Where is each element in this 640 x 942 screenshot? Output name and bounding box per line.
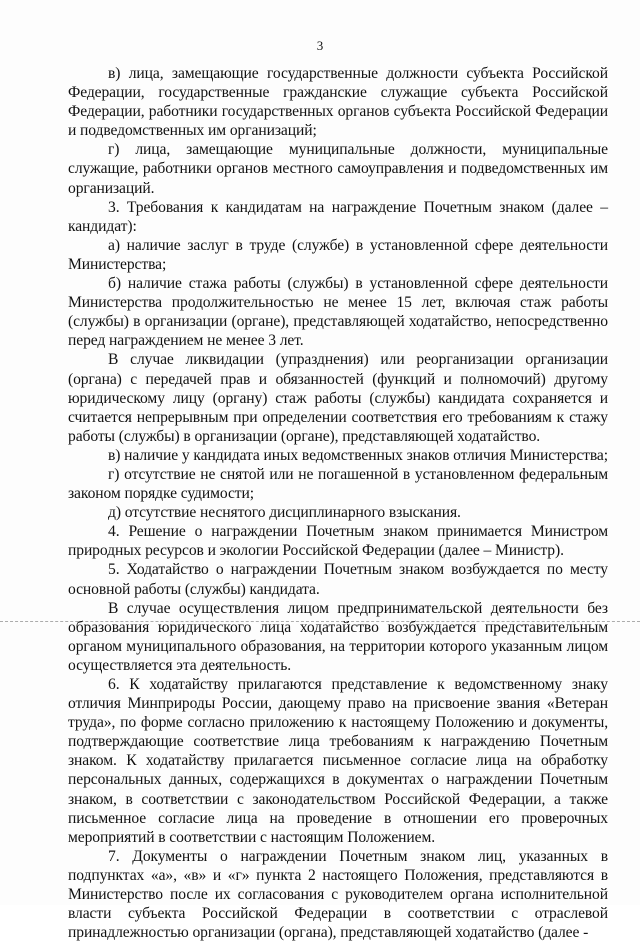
paragraph-liquidation-case: В случае ликвидации (упразднения) или реорганизации организации (органа) с передачей прав и обязанностей (функций и полномочий) другому юридическому лицу (органу) стаж работы (службы) кандидата сохраняется и считается непрерывным при определении соответствия его требованиям к стажу работы (службы) в организации (органе), представляющей ходатайство. bbox=[68, 351, 608, 445]
paragraph-item-3a: а) наличие заслуг в труде (службе) в установленной сфере деятельности Министерства; bbox=[68, 236, 608, 273]
paragraph-item-6: 6. К ходатайству прилагаются представление к ведомственному знаку отличия Минприроды России, дающему право на присвоение звания «Ветеран труда», по форме согласно приложению к настоящему Положению и документы, подтверждающие соответствие лица требованиям к награждению Почетным знаком. К ходатайству прилагается письменное согласие лица на обработку персональных данных, содержащихся в документах о награждении Почетным знаком, в соответствии с законодательством Российской Федерации, а также письменное согласие лица на проведение в отношении его проверочных мероприятий в соответствии с настоящим Положением. bbox=[68, 676, 608, 846]
paragraph-item-3g: г) отсутствие не снятой или не погашенной в установленном федеральным законом порядке судимости; bbox=[68, 465, 608, 503]
paragraph-subitem-v: в) лица, замещающие государственные должности субъекта Российской Федерации, государственные гражданские служащие субъекта Российской Федерации, работники государственных органов субъекта Российской Федерации и подведомственных им организаций; bbox=[68, 65, 608, 140]
paragraph-entrepreneur-case: В случае осуществления лицом предпринимательской деятельности без образования юридического лица ходатайство возбуждается представительным органом муниципального образования, на территории которого указанным лицом осуществляется эта деятельность. bbox=[68, 599, 608, 674]
paragraph-subitem-g: г) лица, замещающие муниципальные должности, муниципальные служащие, работники органов местного самоуправления и подведомственных им организаций. bbox=[68, 141, 608, 197]
paragraph-item-3: 3. Требования к кандидатам на награждение Почетным знаком (далее – кандидат): bbox=[68, 198, 608, 235]
paragraph-item-7: 7. Документы о награждении Почетным знаком лиц, указанных в подпунктах «а», «в» и «г» пункта 2 настоящего Положения, представляются в Министерство после их согласования с руководителем органа исполнительной власти субъекта Российской Федерации в соответствии с отраслевой принадлежностью организации (органа), представляющей ходатайство (далее - bbox=[68, 847, 608, 942]
paragraph-item-5: 5. Ходатайство о награждении Почетным знаком возбуждается по месту основной работы (службы) кандидата. bbox=[68, 561, 608, 598]
paragraph-item-3d: д) отсутствие неснятого дисциплинарного взыскания. bbox=[108, 504, 461, 522]
paragraph-item-3b: б) наличие стажа работы (службы) в установленной сфере деятельности Министерства продолжительностью не менее 15 лет, включая стаж работы (службы) в организации (органе), представляющей ходатайство, непосредственно перед награждением не менее 3 лет. bbox=[68, 275, 608, 350]
page-number: 3 bbox=[316, 38, 324, 53]
paragraph-item-4: 4. Решение о награждении Почетным знаком принимается Министром природных ресурсов и экологии Российской Федерации (далее – Министр). bbox=[68, 523, 608, 560]
paragraph-item-3v: в) наличие у кандидата иных ведомственных знаков отличия Министерства; bbox=[108, 446, 608, 464]
document-body bbox=[68, 64, 608, 942]
